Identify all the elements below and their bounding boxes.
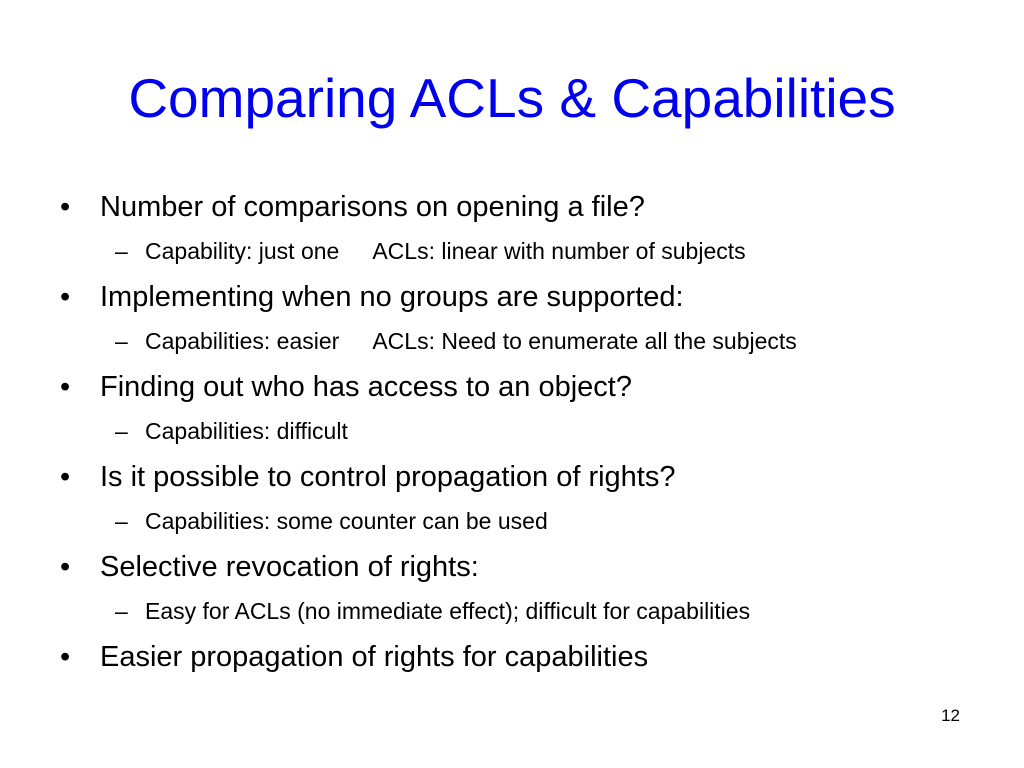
bullet-text: Implementing when no groups are supported: xyxy=(100,281,684,313)
bullet-item xyxy=(60,189,645,225)
sub-bullet-marker: – xyxy=(115,238,128,264)
bullet-item xyxy=(60,279,684,315)
bullet-text: Easier propagation of rights for capabilities xyxy=(100,641,649,673)
sub-bullet-text: Capabilities: easier xyxy=(145,328,340,354)
bullet-text: Selective revocation of rights: xyxy=(100,551,479,583)
sub-bullet-marker: – xyxy=(115,508,128,534)
sub-bullet-text: Capability: just one xyxy=(145,238,340,264)
bullet-text: Number of comparisons on opening a file? xyxy=(100,191,645,223)
sub-bullet-text: Easy for ACLs (no immediate effect); difficult for capabilities xyxy=(145,598,751,624)
sub-bullet-item xyxy=(115,596,750,626)
sub-bullet-item xyxy=(115,236,746,266)
sub-bullet-text-secondary: ACLs: linear with number of subjects xyxy=(372,238,746,264)
bullet-marker: • xyxy=(60,371,71,403)
page-number: 12 xyxy=(941,706,960,725)
bullet-marker: • xyxy=(60,551,71,583)
sub-bullet-marker: – xyxy=(115,328,128,354)
bullet-item xyxy=(60,549,479,585)
sub-bullet-marker: – xyxy=(115,598,128,624)
sub-bullet-text-secondary: ACLs: Need to enumerate all the subjects xyxy=(372,328,797,354)
sub-bullet-item xyxy=(115,416,348,446)
bullet-item xyxy=(60,639,648,675)
bullet-marker: • xyxy=(60,461,71,493)
bullet-item xyxy=(60,459,676,495)
bullet-marker: • xyxy=(60,281,71,313)
sub-bullet-marker: – xyxy=(115,418,128,444)
bullet-text: Is it possible to control propagation of rights? xyxy=(100,461,676,493)
bullet-marker: • xyxy=(60,191,71,223)
bullet-marker: • xyxy=(60,641,71,673)
sub-bullet-item xyxy=(115,326,797,356)
bullet-text: Finding out who has access to an object? xyxy=(100,371,632,403)
sub-bullet-item xyxy=(115,506,548,536)
slide-title: Comparing ACLs & Capabilities xyxy=(128,67,896,129)
bullet-item xyxy=(60,369,632,405)
sub-bullet-text: Capabilities: difficult xyxy=(145,418,348,444)
sub-bullet-text: Capabilities: some counter can be used xyxy=(145,508,548,534)
